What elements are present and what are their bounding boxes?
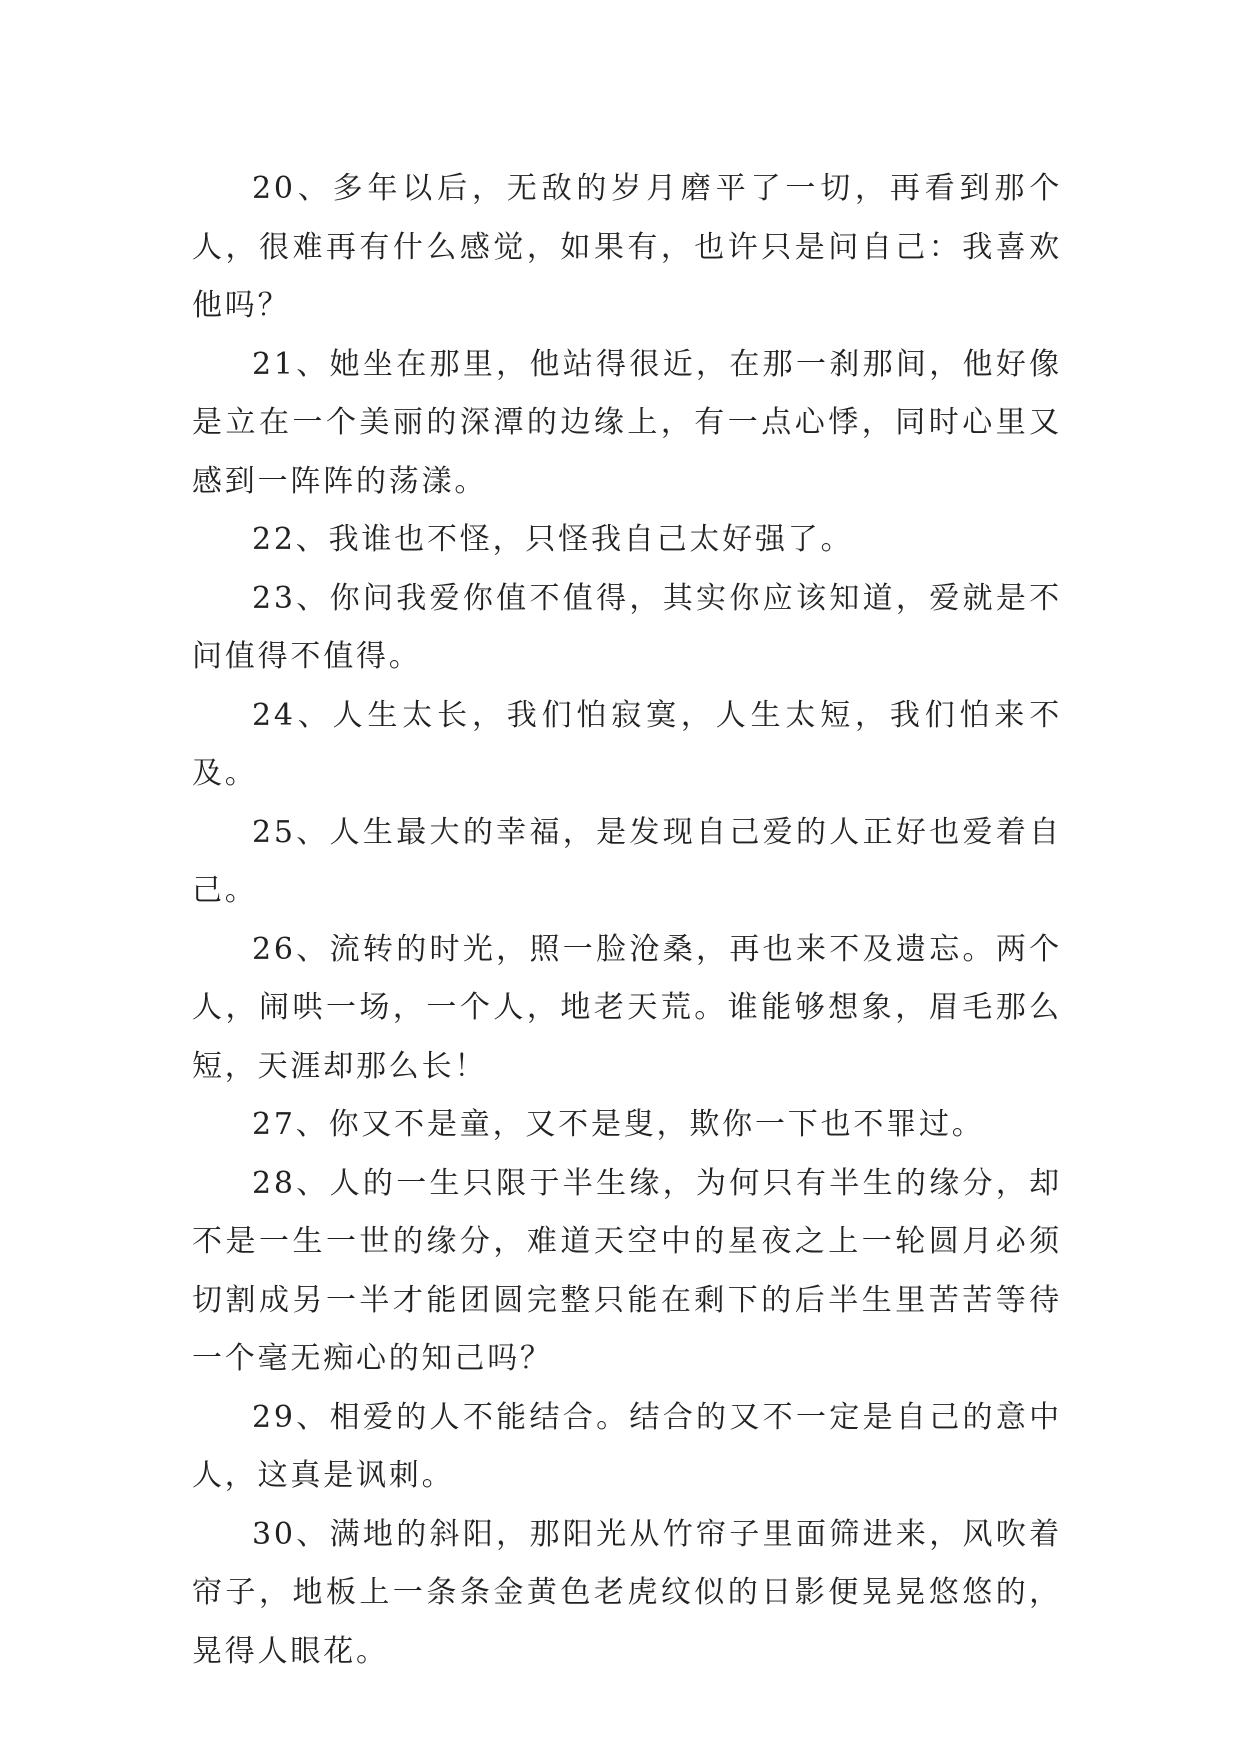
paragraph-26: 26、流转的时光，照一脸沧桑，再也来不及遗忘。两个人，闹哄一场，一个人，地老天荒。谁能够想象，眉毛那么短，天涯却那么长！ [192,931,1062,1084]
paragraph-27: 27、你又不是童，又不是叟，欺你一下也不罪过。 [252,1107,985,1142]
paragraph-24: 24、人生太长，我们怕寂寞，人生太短，我们怕来不及。 [192,697,1062,791]
paragraph-23: 23、你问我爱你值不值得，其实你应该知道，爱就是不问值得不值得。 [192,580,1062,674]
paragraph-21: 21、她坐在那里，他站得很近，在那一刹那间，他好像是立在一个美丽的深潭的边缘上，有一点心悸，同时心里又感到一阵阵的荡漾。 [192,346,1062,499]
paragraph-20: 20、多年以后，无敌的岁月磨平了一切，再看到那个人，很难再有什么感觉，如果有，也许只是问自己：我喜欢他吗？ [192,171,1062,323]
paragraph-22: 22、我谁也不怪，只怪我自己太好强了。 [252,522,854,557]
paragraph-29: 29、相爱的人不能结合。结合的又不一定是自己的意中人，这真是讽刺。 [192,1399,1062,1493]
document-body [192,160,1062,1681]
paragraph-25: 25、人生最大的幸福，是发现自己爱的人正好也爱着自己。 [192,814,1062,908]
paragraph-30: 30、满地的斜阳，那阳光从竹帘子里面筛进来，风吹着帘子，地板上一条条金黄色老虎纹似的日影便晃晃悠悠的，晃得人眼花。 [192,1516,1062,1669]
paragraph-28: 28、人的一生只限于半生缘，为何只有半生的缘分，却不是一生一世的缘分，难道天空中的星夜之上一轮圆月必须切割成另一半才能团圆完整只能在剩下的后半生里苦苦等待一个毫无痴心的知己吗？ [192,1165,1062,1376]
